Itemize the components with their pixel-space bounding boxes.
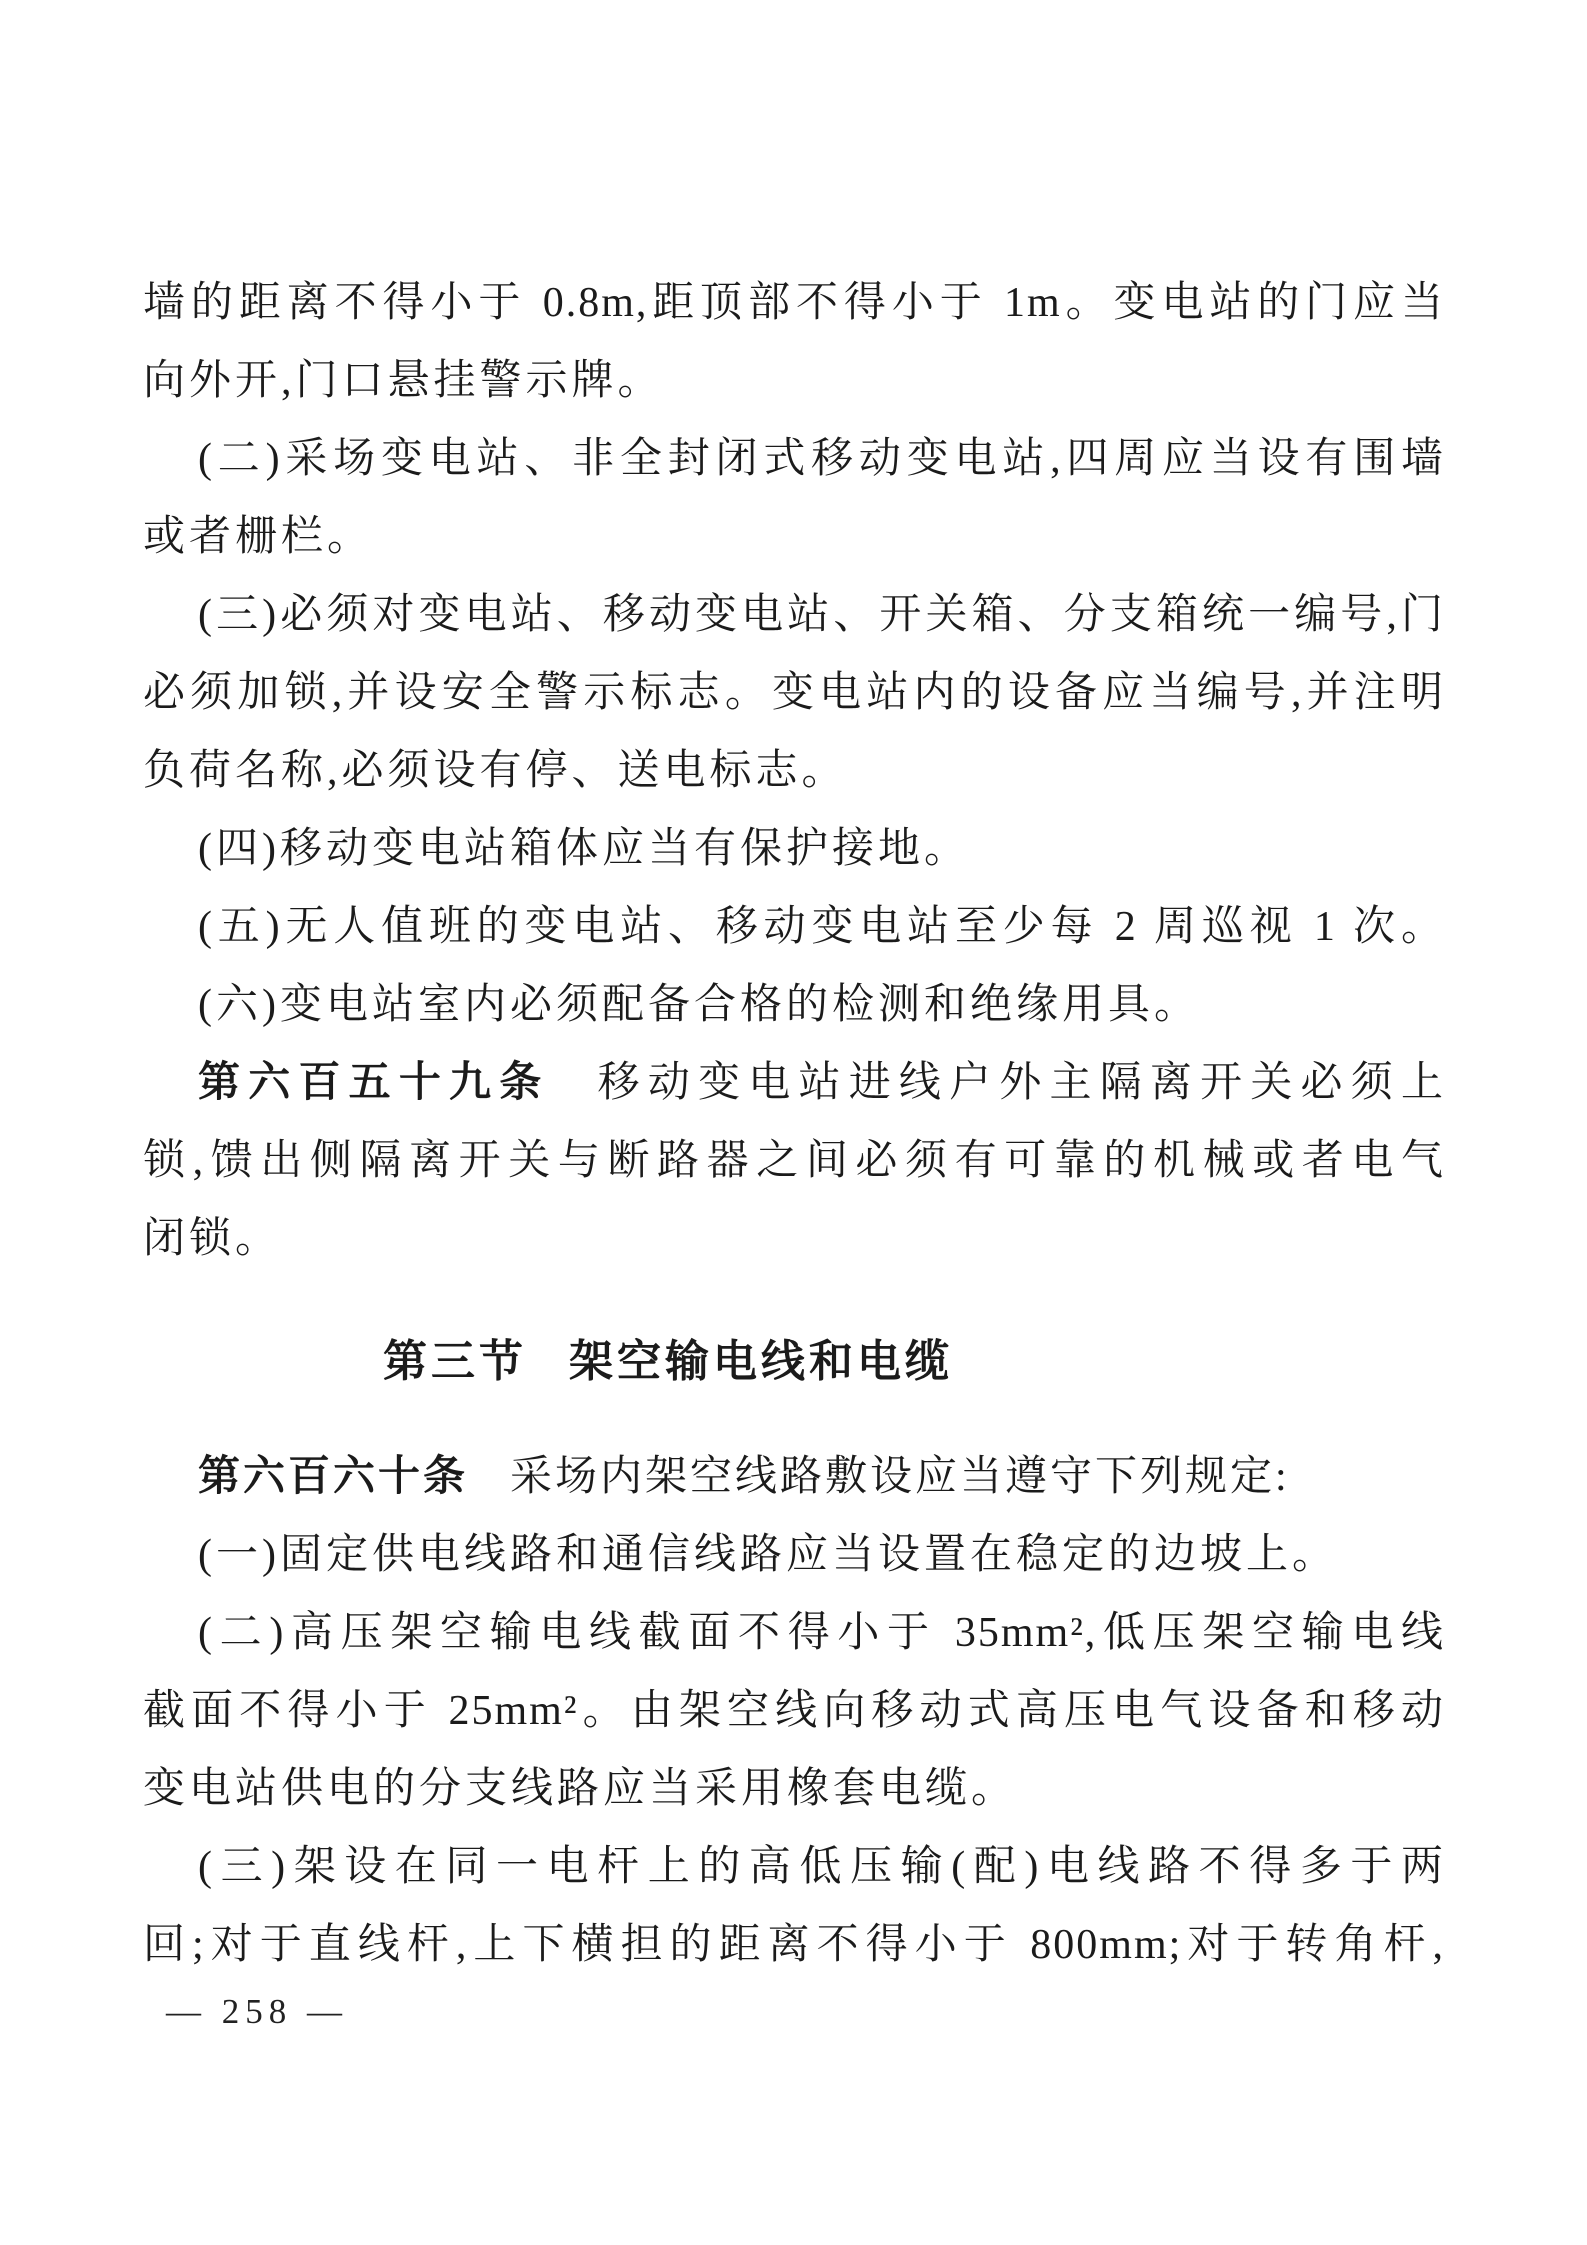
text-line: 闭锁。	[143, 1216, 282, 1262]
text-line: (二)采场变电站、非全封闭式移动变电站,四周应当设有围墙	[198, 436, 1445, 482]
text-line: 向外开,门口悬挂警示牌。	[143, 358, 664, 404]
text-line: 锁,馈出侧隔离开关与断路器之间必须有可靠的机械或者电气	[143, 1138, 1445, 1184]
text-line: (二)高压架空输电线截面不得小于 35mm²,低压架空输电线	[198, 1610, 1445, 1656]
section-title: 架空输电线和电缆	[569, 1337, 953, 1386]
article-659-line	[143, 1044, 1445, 1122]
article-660-line	[143, 1438, 1445, 1516]
article-659-number: 第六百五十九条	[198, 1060, 550, 1106]
text-line: (三)架设在同一电杆上的高低压输(配)电线路不得多于两	[198, 1844, 1445, 1890]
text-line: 必须加锁,并设安全警示标志。变电站内的设备应当编号,并注明	[143, 670, 1445, 716]
text-line: (一)固定供电线路和通信线路应当设置在稳定的边坡上。	[198, 1532, 1338, 1578]
text-line: 回;对于直线杆,上下横担的距离不得小于 800mm;对于转角杆,	[143, 1922, 1445, 1968]
text-line: (三)必须对变电站、移动变电站、开关箱、分支箱统一编号,门	[198, 592, 1445, 638]
text-line: (六)变电站室内必须配备合格的检测和绝缘用具。	[198, 982, 1200, 1028]
text-line: 负荷名称,必须设有停、送电标志。	[143, 748, 848, 794]
text-line: (四)移动变电站箱体应当有保护接地。	[198, 826, 970, 872]
text-line: 或者栅栏。	[143, 514, 374, 560]
text-line: 墙的距离不得小于 0.8m,距顶部不得小于 1m。变电站的门应当	[143, 280, 1445, 326]
section-heading	[143, 1323, 1445, 1401]
text-line: (五)无人值班的变电站、移动变电站至少每 2 周巡视 1 次。	[198, 904, 1445, 950]
text-line: 截面不得小于 25mm²。由架空线向移动式高压电气设备和移动	[143, 1688, 1445, 1734]
page-number: — 258 —	[166, 1992, 348, 2031]
article-659-text: 移动变电站进线户外主隔离开关必须上	[591, 1060, 1445, 1106]
text-line: 变电站供电的分支线路应当采用橡套电缆。	[143, 1766, 1018, 1812]
article-660-text: 采场内架空线路敷设应当遵守下列规定:	[510, 1454, 1290, 1500]
section-number: 第三节	[383, 1337, 527, 1386]
article-660-number: 第六百六十条	[198, 1454, 469, 1500]
body-text	[143, 264, 1445, 1984]
